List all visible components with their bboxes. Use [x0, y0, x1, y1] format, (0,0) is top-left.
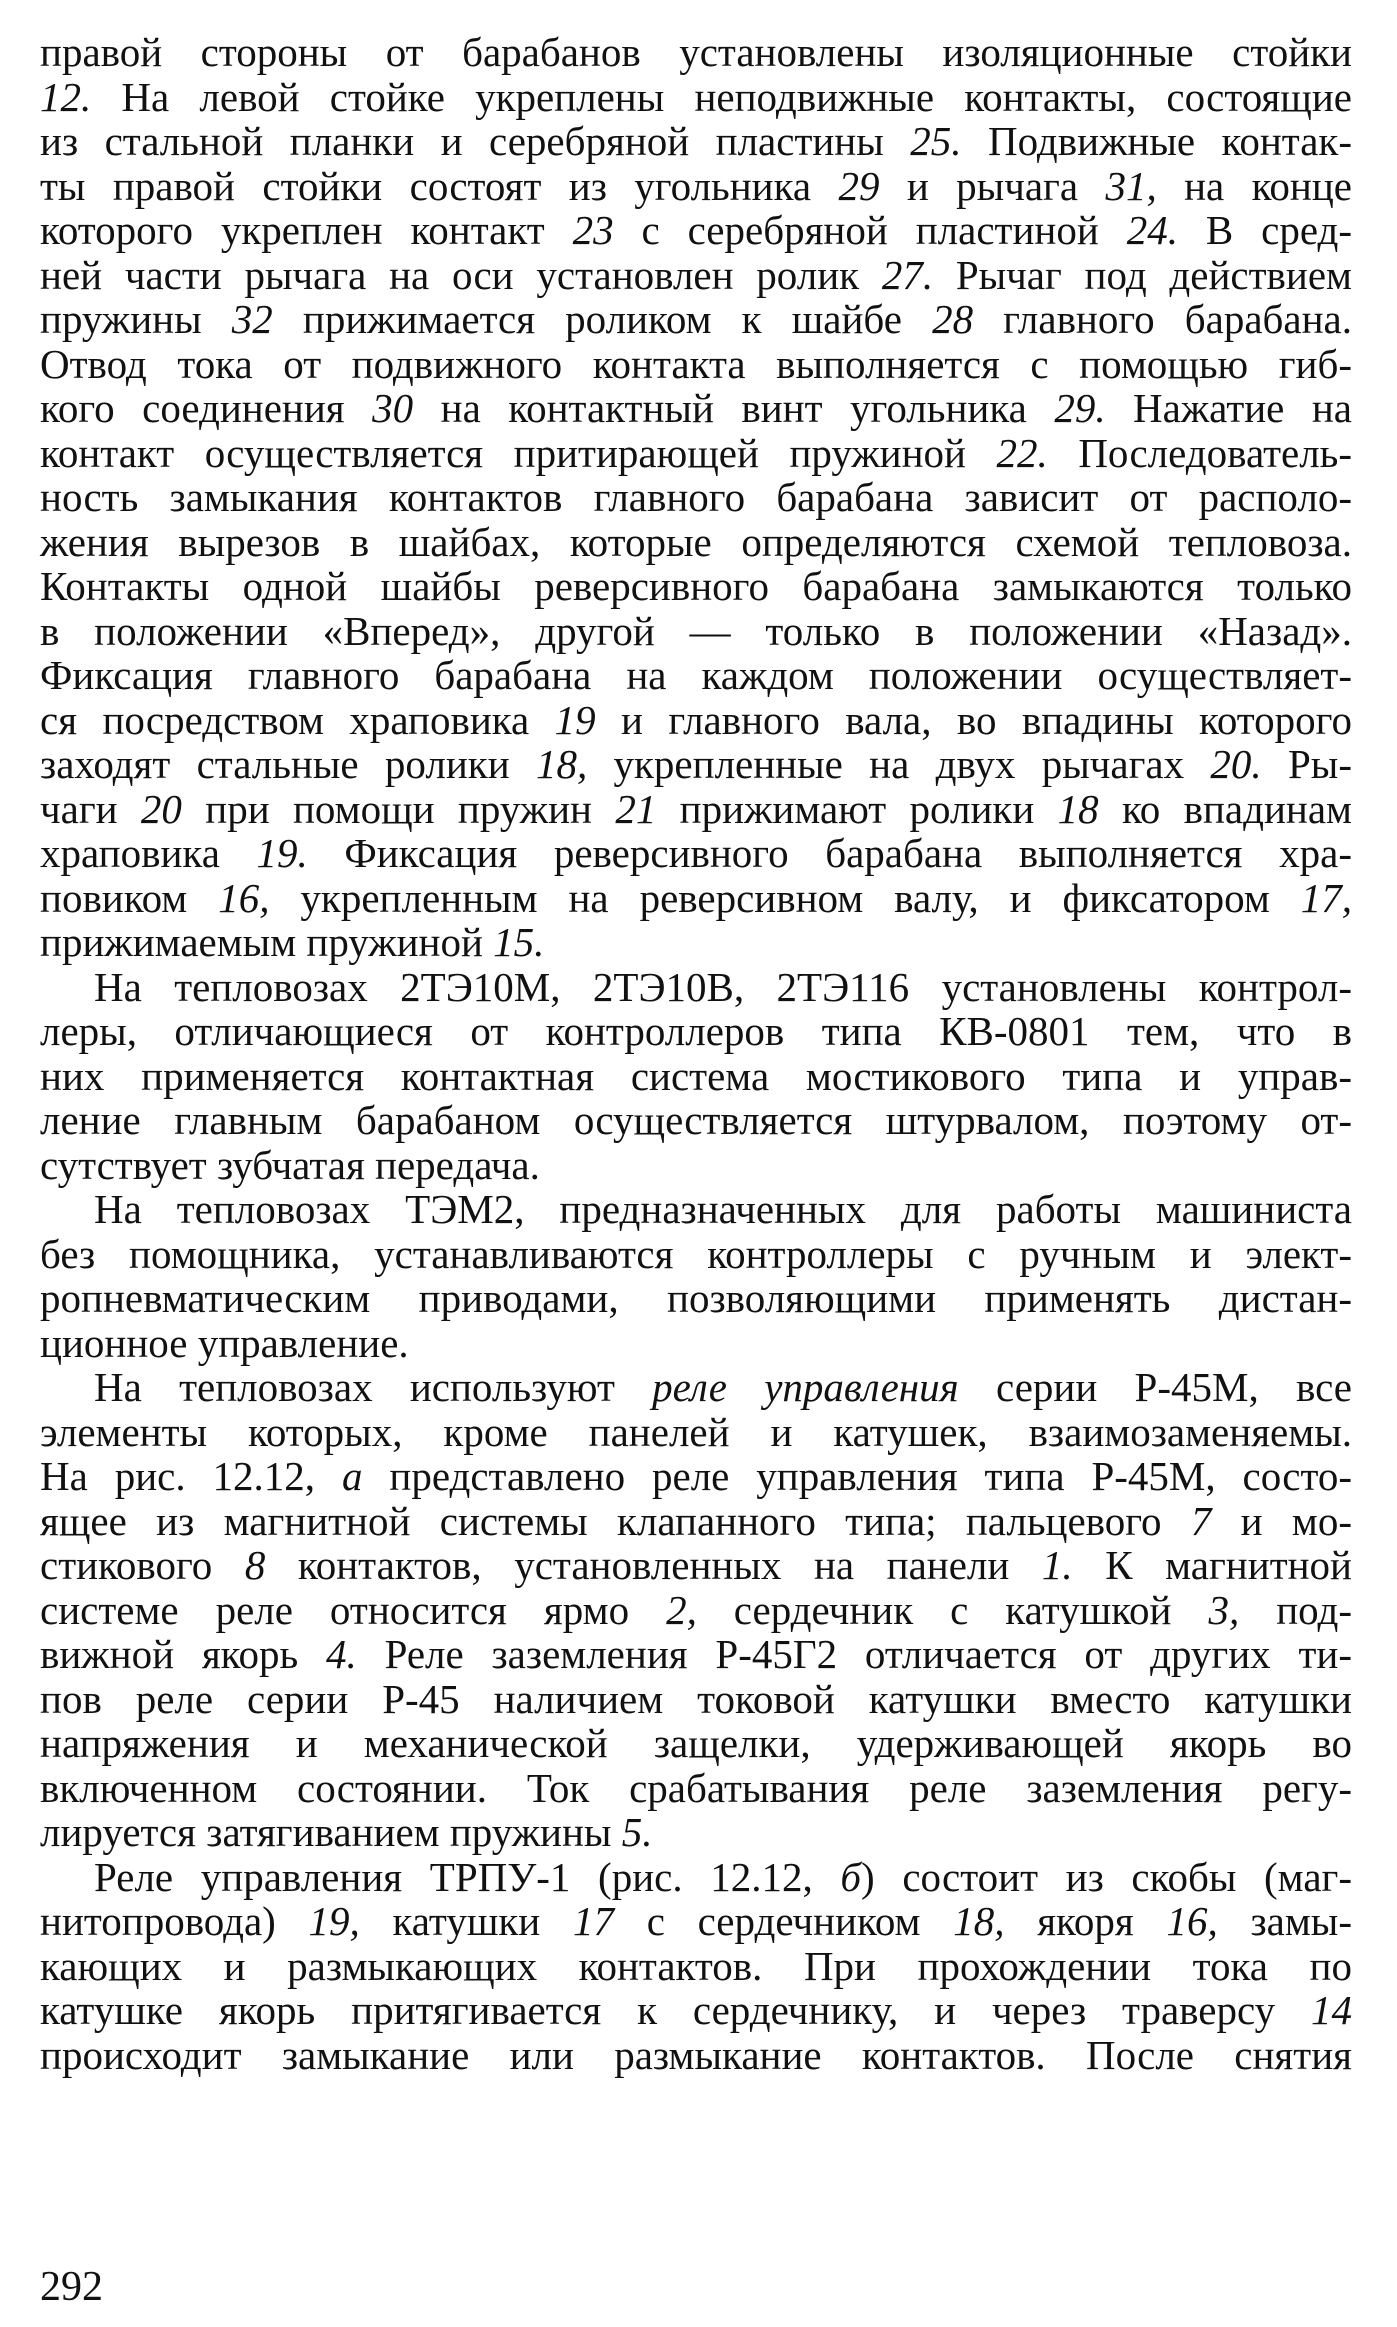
- text-segment: которого укреплен контакт: [40, 207, 573, 253]
- text-line: [40, 1410, 1352, 1454]
- text-line: [40, 297, 1352, 341]
- text-line: [40, 564, 1352, 608]
- text-line: [40, 698, 1352, 742]
- italic-reference: 29: [838, 162, 880, 209]
- text-segment: вижной якорь: [40, 1631, 327, 1677]
- text-segment: укрепленные на двух рычагах: [587, 741, 1211, 787]
- italic-reference: 18,: [953, 1898, 1005, 1944]
- italic-reference: 4.: [326, 1631, 357, 1677]
- text-segment: под-: [1239, 1586, 1352, 1633]
- text-segment: из стальной планки и серебряной пластины: [40, 118, 911, 164]
- text-segment: ящее из магнитной системы клапанного типа; пальцевого: [40, 1497, 1191, 1544]
- text-line: [40, 1721, 1352, 1765]
- text-segment: лируется затягиванием пружины: [40, 1809, 622, 1855]
- text-line: [40, 1632, 1352, 1676]
- text-segment: ней части рычага на оси установлен ролик: [40, 251, 882, 298]
- text-segment: ность замыкания контактов главного барабана зависит от располо-: [40, 474, 1352, 520]
- text-segment: Нажатие на: [1105, 385, 1353, 431]
- text-line: [40, 386, 1352, 430]
- italic-reference: 8: [244, 1542, 266, 1588]
- italic-reference: 22.: [996, 429, 1048, 476]
- text-segment: На рис. 12.12,: [40, 1453, 342, 1499]
- text-line: [94, 1855, 1352, 1899]
- italic-reference: 32: [231, 296, 273, 342]
- italic-reference: а: [341, 1453, 363, 1499]
- text-segment: серии Р-45М, все: [958, 1364, 1352, 1410]
- text-segment: Реле управления ТРПУ-1 (рис. 12.12,: [94, 1853, 841, 1900]
- text-line: [40, 342, 1352, 386]
- text-segment: с серебряной пластиной: [613, 207, 1127, 253]
- text-segment: без помощника, устанавливаются контроллеры с ручным и элект-: [40, 1230, 1352, 1277]
- text-segment: Подвижные контак-: [961, 118, 1352, 164]
- italic-reference: 18: [1057, 785, 1099, 832]
- text-line: [40, 1499, 1352, 1543]
- text-line: [40, 831, 1352, 875]
- italic-reference: 21: [615, 785, 657, 832]
- text-line: [40, 1810, 1352, 1854]
- text-line: [40, 2033, 1352, 2077]
- text-segment: ся посредством храповика: [40, 696, 555, 743]
- text-segment: леры, отличающиеся от контроллеров типа КВ-0801 тем, что в: [40, 1008, 1352, 1054]
- text-segment: системе реле относится ярмо: [40, 1586, 667, 1633]
- text-segment: На тепловозах используют: [94, 1364, 653, 1410]
- italic-reference: реле управления: [652, 1364, 959, 1410]
- italic-reference: 24.: [1126, 207, 1178, 253]
- text-segment: заходят стальные ролики: [40, 741, 536, 787]
- text-line: [40, 1321, 1352, 1365]
- text-segment: на конце: [1156, 162, 1352, 209]
- text-line: [40, 742, 1352, 786]
- text-line: [40, 920, 1352, 964]
- text-segment: укрепленным на реверсивном валу, и фиксатором: [269, 874, 1301, 921]
- text-line: [40, 1988, 1352, 2032]
- text-line: [40, 1454, 1352, 1498]
- text-segment: контакт осуществляется притирающей пружиной: [40, 429, 997, 476]
- text-line: [40, 208, 1352, 252]
- text-line: [40, 253, 1352, 297]
- text-line: [40, 1543, 1352, 1587]
- italic-reference: 12.: [40, 73, 92, 120]
- text-segment: Последователь-: [1047, 429, 1353, 476]
- text-segment: них применяется контактная система мостикового типа и управ-: [40, 1052, 1352, 1099]
- text-segment: контактов, установленных на панели: [265, 1542, 1042, 1588]
- italic-reference: 2,: [666, 1586, 697, 1633]
- text-line: [40, 1766, 1352, 1810]
- italic-reference: 7: [1190, 1497, 1212, 1544]
- italic-reference: 30: [372, 385, 414, 431]
- text-segment: на контактный винт угольника: [413, 385, 1055, 431]
- text-segment: нитопровода): [40, 1898, 309, 1944]
- italic-reference: 29.: [1054, 385, 1106, 431]
- text-line: [40, 431, 1352, 475]
- text-segment: и рычага: [879, 162, 1106, 209]
- text-line: [94, 965, 1352, 1009]
- text-line: [40, 30, 1352, 74]
- text-segment: замы-: [1217, 1898, 1352, 1944]
- italic-reference: 18,: [535, 741, 588, 787]
- text-segment: На левой стойке укреплены неподвижные контакты, состоящие: [91, 73, 1352, 120]
- italic-reference: 19,: [308, 1898, 360, 1944]
- text-line: [40, 1276, 1352, 1320]
- italic-reference: 19.: [256, 830, 308, 876]
- text-line: [40, 1098, 1352, 1142]
- text-segment: катушки: [359, 1898, 573, 1944]
- text-segment: ление главным барабаном осуществляется штурвалом, поэтому от-: [40, 1097, 1352, 1143]
- italic-reference: 17: [572, 1898, 614, 1944]
- text-segment: ко впадинам: [1098, 785, 1353, 832]
- text-segment: На тепловозах 2ТЭ10М, 2ТЭ10В, 2ТЭ116 установлены контрол-: [94, 963, 1352, 1010]
- text-segment: происходит замыкание или размыкание контактов. После снятия: [40, 2031, 1352, 2078]
- text-segment: стикового: [40, 1542, 245, 1588]
- text-segment: прижимаемым пружиной: [40, 919, 494, 965]
- italic-reference: б: [840, 1853, 862, 1900]
- italic-reference: 16,: [218, 874, 270, 921]
- text-segment: с сердечником: [613, 1898, 954, 1944]
- text-line: [40, 75, 1352, 119]
- text-segment: ционное управление.: [40, 1319, 409, 1366]
- italic-reference: 31,: [1105, 162, 1157, 209]
- text-segment: Отвод тока от подвижного контакта выполняется с помощью гиб-: [40, 340, 1352, 387]
- text-segment: жения вырезов в шайбах, которые определяются схемой тепловоза.: [40, 518, 1352, 565]
- text-segment: кающих и размыкающих контактов. При прохождении тока по: [40, 1942, 1352, 1989]
- text-segment: главного барабана.: [973, 296, 1352, 342]
- text-line: [40, 609, 1352, 653]
- text-segment: и мо-: [1211, 1497, 1352, 1544]
- text-segment: ропневматическим приводами, позволяющими применять дистан-: [40, 1275, 1352, 1321]
- text-segment: Контакты одной шайбы реверсивного барабана замыкаются только: [40, 563, 1352, 609]
- text-segment: чаги: [40, 785, 141, 832]
- italic-reference: 28: [932, 296, 974, 342]
- text-line: [40, 520, 1352, 564]
- text-segment: повиком: [40, 874, 219, 921]
- text-segment: Фиксация реверсивного барабана выполняется хра-: [307, 830, 1352, 876]
- italic-reference: 16,: [1166, 1898, 1218, 1944]
- text-segment: включенном состоянии. Ток срабатывания реле заземления регу-: [40, 1764, 1352, 1811]
- italic-reference: 20.: [1210, 741, 1262, 787]
- text-line: [94, 1365, 1352, 1409]
- text-line: [40, 653, 1352, 697]
- text-segment: прижимается роликом к шайбе: [272, 296, 933, 342]
- text-line: [40, 1143, 1352, 1187]
- text-line: [40, 119, 1352, 163]
- text-line: [40, 876, 1352, 920]
- text-segment: прижимают ролики: [656, 785, 1058, 832]
- text-line: [40, 787, 1352, 831]
- italic-reference: 17,: [1300, 874, 1352, 921]
- text-segment: элементы которых, кроме панелей и катушек, взаимозаменяемы.: [40, 1408, 1352, 1455]
- italic-reference: 15.: [493, 919, 545, 965]
- text-segment: На тепловозах ТЭМ2, предназначенных для работы машиниста: [94, 1186, 1352, 1232]
- italic-reference: 20: [140, 785, 182, 832]
- text-segment: якоря: [1004, 1898, 1167, 1944]
- text-segment: храповика: [40, 830, 257, 876]
- text-line: [40, 1588, 1352, 1632]
- text-line: [40, 1944, 1352, 1988]
- text-line: [40, 164, 1352, 208]
- text-line: [40, 1899, 1352, 1943]
- text-segment: при помощи пружин: [181, 785, 616, 832]
- text-segment: пов реле серии Р-45 наличием токовой катушки вместо катушки: [40, 1675, 1352, 1722]
- text-segment: сердечник с катушкой: [696, 1586, 1209, 1633]
- text-segment: Ры-: [1261, 741, 1352, 787]
- text-segment: и главного вала, во впадины которого: [595, 696, 1352, 743]
- text-segment: кого соединения: [40, 385, 373, 431]
- italic-reference: 14: [1311, 1987, 1352, 2033]
- text-segment: сутствует зубчатая передача.: [40, 1141, 540, 1188]
- text-segment: Фиксация главного барабана на каждом положении осуществляет-: [40, 652, 1352, 698]
- italic-reference: 27.: [881, 251, 934, 298]
- text-line: [40, 1009, 1352, 1053]
- text-segment: Реле заземления Р-45Г2 отличается от других ти-: [356, 1631, 1353, 1677]
- text-line: [40, 1232, 1352, 1276]
- italic-reference: 23: [572, 207, 614, 253]
- text-segment: ты правой стойки состоят из угольника: [40, 162, 839, 209]
- italic-reference: 5.: [621, 1809, 653, 1855]
- text-segment: в положении «Вперед», другой — только в положении «Назад».: [40, 607, 1352, 654]
- text-line: [94, 1187, 1352, 1231]
- text-segment: правой стороны от барабанов установлены изоляционные стойки: [40, 29, 1352, 75]
- text-segment: Рычаг под действием: [933, 251, 1352, 298]
- text-segment: К магнитной: [1072, 1542, 1352, 1588]
- italic-reference: 25.: [910, 118, 962, 164]
- text-segment: представлено реле управления типа Р-45М, состо-: [362, 1453, 1352, 1499]
- text-segment: катушке якорь притягивается к сердечнику, и через траверсу: [40, 1987, 1311, 2033]
- italic-reference: 19: [554, 696, 596, 743]
- text-line: [40, 475, 1352, 519]
- page-number: 292: [40, 2264, 103, 2310]
- italic-reference: 3,: [1208, 1586, 1240, 1633]
- text-line: [40, 1677, 1352, 1721]
- text-segment: напряжения и механической защелки, удерживающей якорь во: [40, 1720, 1352, 1766]
- text-segment: В сред-: [1177, 207, 1352, 253]
- text-segment: пружины: [40, 296, 232, 342]
- text-line: [40, 1054, 1352, 1098]
- italic-reference: 1.: [1041, 1542, 1073, 1588]
- text-segment: ) состоит из скобы (маг-: [861, 1853, 1352, 1900]
